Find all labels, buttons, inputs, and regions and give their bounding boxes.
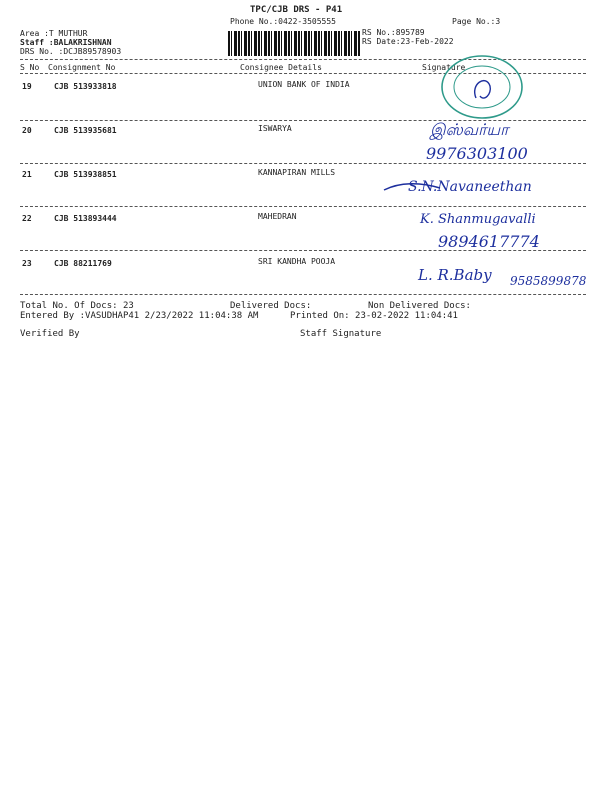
rs-date: RS Date:23-Feb-2022 bbox=[362, 37, 454, 46]
row-consignee: SRI KANDHA POOJA bbox=[258, 257, 336, 266]
barcode bbox=[228, 31, 360, 56]
signature-row-23: L. R.Baby bbox=[418, 266, 492, 284]
printed-on: Printed On: 23-02-2022 11:04:41 bbox=[290, 311, 458, 321]
staff-signature: Staff Signature bbox=[300, 329, 382, 339]
column-header-signature: Signature bbox=[422, 63, 466, 72]
divider bbox=[20, 294, 586, 295]
row-consignment: CJB 513935681 bbox=[54, 126, 117, 135]
column-header-consignee: Consignee Details bbox=[240, 63, 322, 72]
row-sno: 20 bbox=[22, 126, 32, 135]
rs-number: RS No.:895789 bbox=[362, 28, 425, 37]
row-consignee: ISWARYA bbox=[258, 124, 292, 133]
row-consignment: CJB 513938851 bbox=[54, 170, 117, 179]
signature-row-22: K. Shanmugavalli bbox=[420, 212, 536, 227]
drs-number: DRS No. :DCJB89578903 bbox=[20, 47, 122, 56]
row-sno: 19 bbox=[22, 82, 32, 91]
delivered-docs: Delivered Docs: bbox=[230, 301, 312, 311]
signature-row-21: S.N.Navaneethan bbox=[408, 179, 532, 195]
staff-label: Staff :BALAKRISHNAN bbox=[20, 38, 112, 47]
column-header-sno: S No bbox=[20, 63, 40, 72]
row-sno: 23 bbox=[22, 259, 32, 268]
row-sno: 21 bbox=[22, 170, 32, 179]
area-label: Area :T MUTHUR bbox=[20, 29, 88, 38]
verified-by: Verified By bbox=[20, 329, 80, 339]
row-consignee: MAHEDRAN bbox=[258, 212, 297, 221]
document-title: TPC/CJB DRS - P41 bbox=[250, 5, 343, 15]
column-header-consignment: Consignment No bbox=[48, 63, 116, 72]
delivery-stamp bbox=[440, 54, 524, 120]
entered-by: Entered By :VASUDHAP41 2/23/2022 11:04:38 AM bbox=[20, 311, 259, 321]
row-sno: 22 bbox=[22, 214, 32, 223]
total-docs: Total No. Of Docs: 23 bbox=[20, 301, 134, 311]
row-consignee: KANNAPIRAN MILLS bbox=[258, 168, 336, 177]
page-number: Page No.:3 bbox=[452, 17, 501, 26]
phone-row-23: 9585899878 bbox=[510, 274, 587, 288]
row-consignee: UNION BANK OF INDIA bbox=[258, 80, 350, 89]
row-consignment: CJB 513893444 bbox=[54, 214, 117, 223]
row-consignment: CJB 513933818 bbox=[54, 82, 117, 91]
row-divider bbox=[20, 163, 586, 164]
phone-row-22: 9894617774 bbox=[438, 232, 540, 251]
phone-number: Phone No.:0422-3505555 bbox=[230, 17, 336, 26]
row-divider bbox=[20, 206, 586, 207]
phone-row-20: 9976303100 bbox=[426, 144, 528, 163]
signature-row-20: இஸ்வர்யா bbox=[430, 120, 509, 139]
row-consignment: CJB 88211769 bbox=[54, 259, 112, 268]
non-delivered-docs: Non Delivered Docs: bbox=[368, 301, 471, 311]
